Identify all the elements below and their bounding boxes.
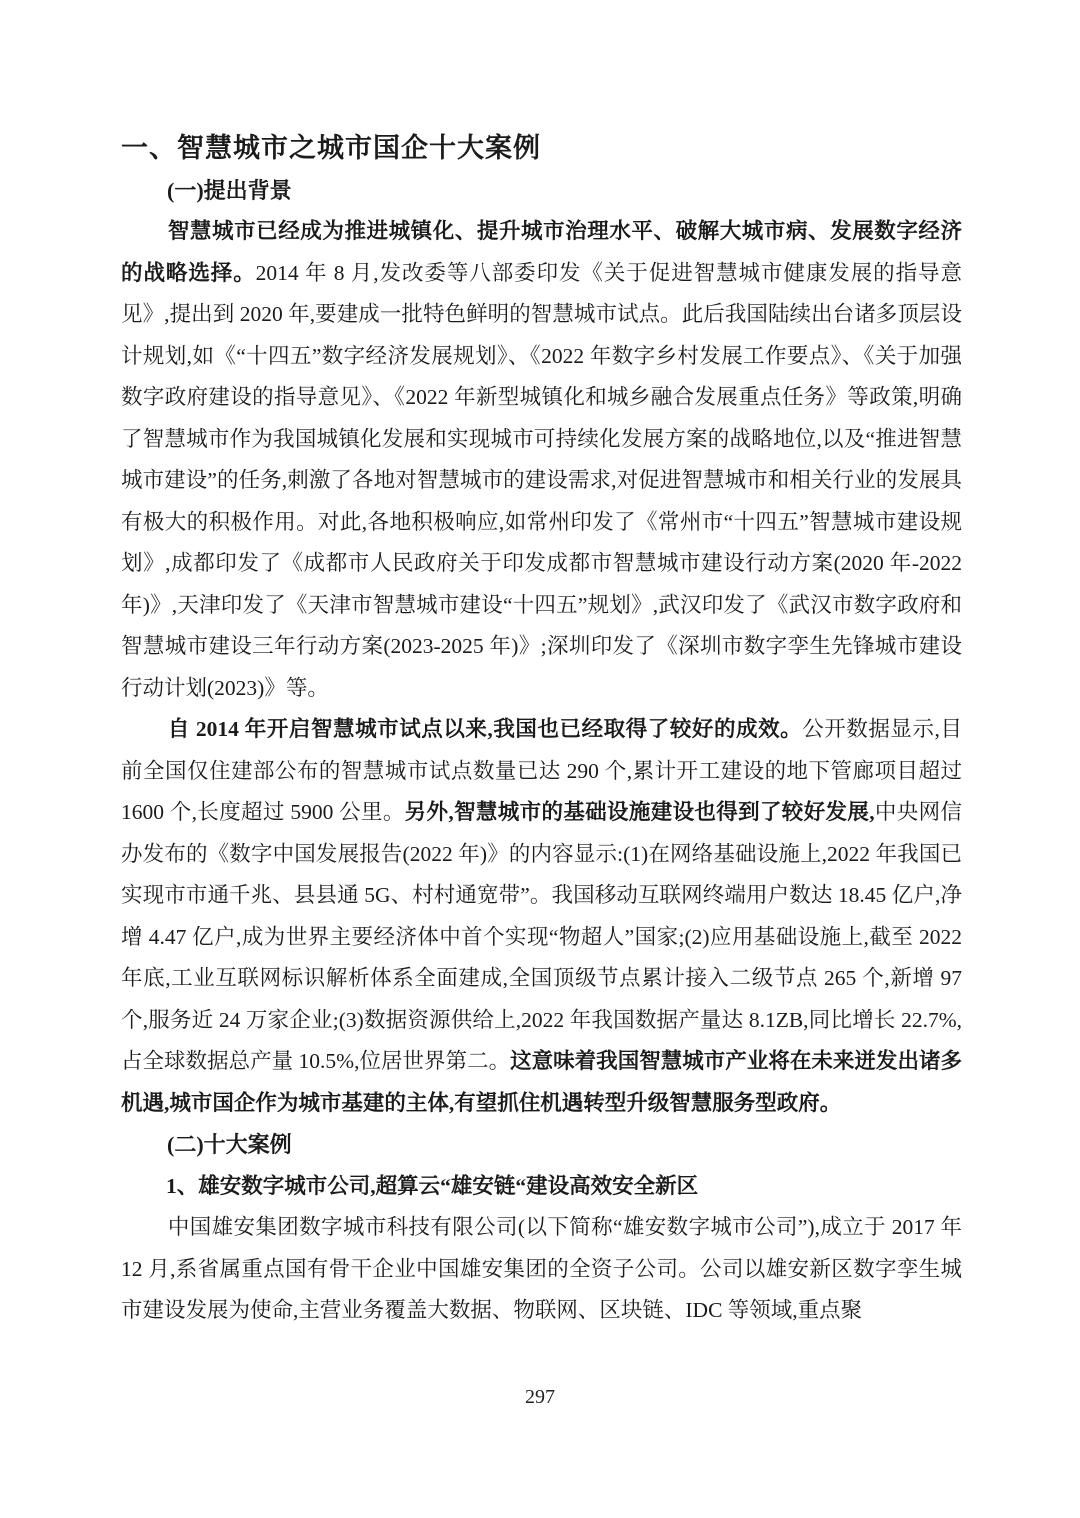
paragraph-background-2 [121,709,962,1124]
bold-text-run: 另外,智慧城市的基础设施建设也得到了较好发展, [404,800,875,824]
page-number: 297 [525,1386,555,1408]
bold-text-run: 智慧城市已经成为推进城镇化、提升城市治理水平、破解大城市病、发展数字经济的战略选择。 [121,219,962,285]
text-run: 公开数据显示,目前全国仅住建部公布的智慧城市试点数量已达 290 个,累计开工建设的地下管廊项目超过 1600 个,长度超过 5900 公里。 [121,717,962,824]
bold-text-run: 这意味着我国智慧城市产业将在未来迸发出诸多机遇,城市国企作为城市基建的主体,有望抓住机遇转型升级智慧服务型政府。 [121,1049,962,1115]
case1-heading: 1、雄安数字城市公司,超算云“雄安链“建设高效安全新区 [166,1173,699,1198]
paragraph-case1-1 [121,1207,962,1332]
document-content [121,128,962,1332]
section-heading-cases: (二)十大案例 [167,1132,292,1157]
page-title: 一、智慧城市之城市国企十大案例 [121,133,541,163]
text-run: 中国雄安集团数字城市科技有限公司(以下简称“雄安数字城市公司”),成立于 2017 年 12 月,系省属重点国有骨干企业中国雄安集团的全资子公司。公司以雄安新区数字孪生城市建设发展为使命,主营业务覆盖大数据、物联网、区块链、IDC 等领域,重点聚 [121,1215,962,1322]
text-run: 2014 年 8 月,发改委等八部委印发《关于促进智慧城市健康发展的指导意见》,提出到 2020 年,要建成一批特色鲜明的智慧城市试点。此后我国陆续出台诸多顶层设计规划,如《“十四五”数字经济发展规划》、《2022 年数字乡村发展工作要点》、《关于加强数字政府建设的指导意见》、《2022 年新型城镇化和城乡融合发展重点任务》等政策,明确了智慧城市作为我国城镇化发展和实现城市可持续化发展方案的战略地位,以及“推进智慧城市建设”的任务,刺激了各地对智慧城市的建设需求,对促进智慧城市和相关行业的发展具有极大的积极作用。对此,各地积极响应,如常州印发了《常州市“十四五”智慧城市建设规划》,成都印发了《成都市人民政府关于印发成都市智慧城市建设行动方案(2020 年-2022 年)》,天津印发了《天津市智慧城市建设“十四五”规划》,武汉印发了《武汉市数字政府和智慧城市建设三年行动方案(2023-2025 年)》;深圳印发了《深圳市数字孪生先锋城市建设行动计划(2023)》等。 [121,260,962,700]
bold-text-run: 自 2014 年开启智慧城市试点以来,我国也已经取得了较好的成效。 [167,717,803,741]
paragraph-background-1 [121,211,962,709]
text-run: 中央网信办发布的《数字中国发展报告(2022 年)》的内容显示:(1)在网络基础设施上,2022 年我国已实现市市通千兆、县县通 5G、村村通宽带”。我国移动互联网终端用户数达 18.45 亿户,净增 4.47 亿户,成为世界主要经济体中首个实现“物超人”国家;(2)应用基础设施上,截至 2022 年底,工业互联网标识解析体系全面建成,全国顶级节点累计接入二级节点 265 个,新增 97 个,服务近 24 万家企业;(3)数据资源供给上,2022 年我国数据产量达 8.1ZB,同比增长 22.7%,占全球数据总产量 10.5%,位居世界第二。 [121,800,962,1073]
section-heading-background: (一)提出背景 [167,177,292,203]
